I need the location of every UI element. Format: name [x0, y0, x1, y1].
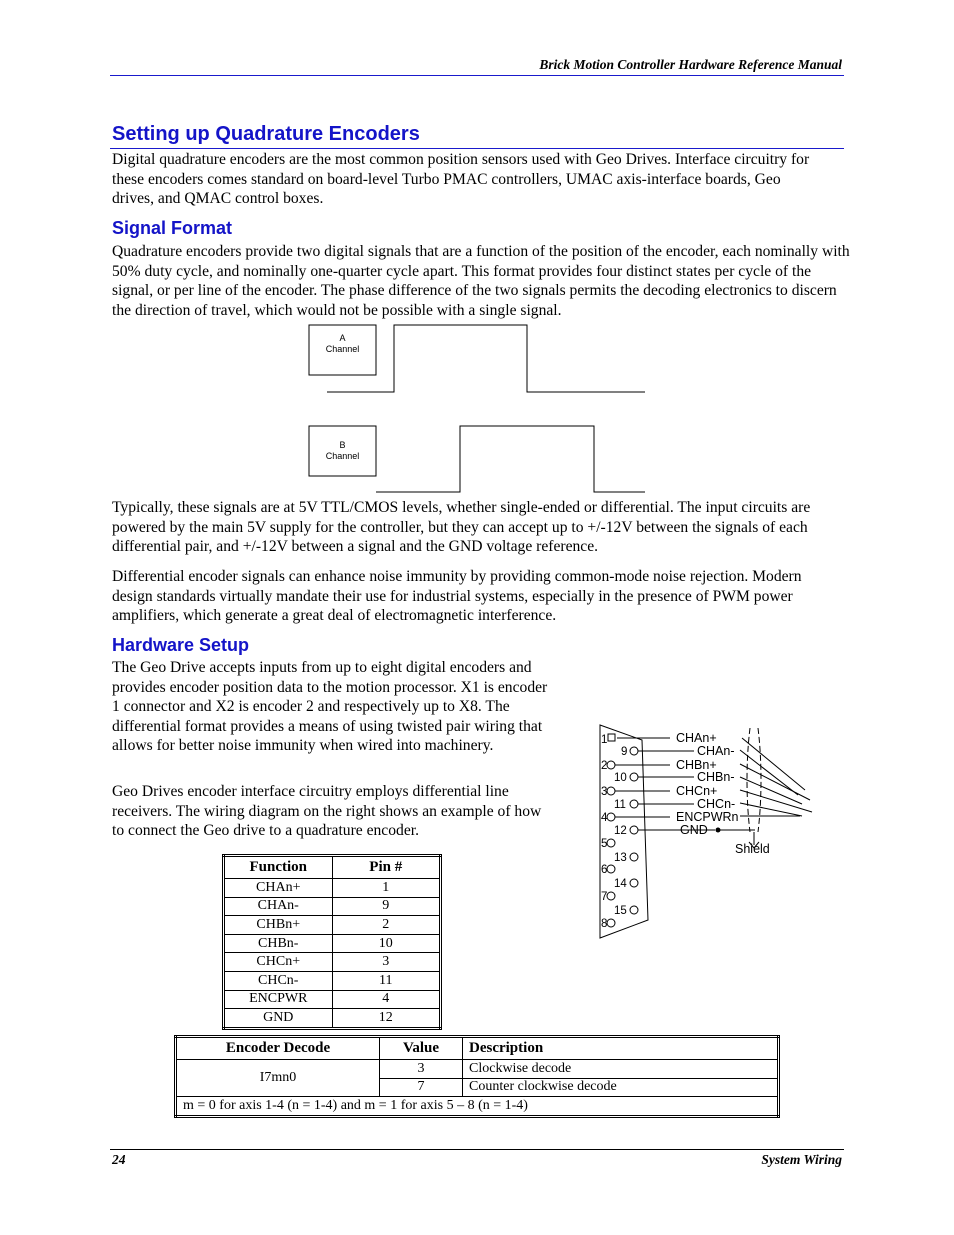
quadrature-waveform-diagram: [300, 318, 660, 498]
pin-1-square: [608, 734, 615, 741]
pin-9-circle: [630, 747, 638, 755]
section-title-rule: [110, 148, 844, 149]
value-cell: 7: [380, 1078, 463, 1097]
function-cell: CHBn+: [224, 916, 333, 935]
signal-encpwrn: ENCPWRn: [676, 810, 739, 824]
pin-cell: 3: [332, 953, 441, 972]
differential-paragraph: Differential encoder signals can enhance noise immunity by providing common-mode noise rejection. Modern design standards virtually mandate their use for industrial systems, especially in the presence of PWM power amplifiers, which generate a great deal of electromagnetic interference.: [112, 568, 802, 625]
function-cell: CHCn+: [224, 953, 333, 972]
intro-paragraph: Digital quadrature encoders are the most common position sensors used with Geo Drives. Interface circuitry for these encoders comes standard on board-level Turbo PMAC controllers, UMAC axis-interface boards, Geo drives, and QMAC control boxes.: [112, 151, 810, 208]
page-number: 24: [112, 1152, 126, 1167]
table-row: [224, 916, 441, 935]
connector-wiring-diagram: [590, 720, 820, 945]
signal-chcn-minus: CHCn-: [697, 797, 736, 811]
table-row: [224, 897, 441, 916]
table-row: [224, 971, 441, 990]
pin-8-label: 8: [601, 918, 608, 930]
table-row: [224, 990, 441, 1009]
pin-cell: 1: [332, 879, 441, 898]
a-channel-label-1: A: [339, 333, 346, 343]
function-cell: CHAn-: [224, 897, 333, 916]
pin-2-label: 2: [601, 760, 608, 772]
pin-7-label: 7: [601, 891, 608, 903]
pin-6-label: 6: [601, 864, 608, 876]
pin-5-circle: [607, 839, 615, 847]
pin-15-circle: [630, 906, 638, 914]
description-header: Description: [463, 1037, 779, 1060]
function-cell: ENCPWR: [224, 990, 333, 1009]
pin-cell: 12: [332, 1009, 441, 1029]
pin-8-circle: [607, 919, 615, 927]
pin-10-label: 10: [614, 772, 627, 784]
b-channel-label-2: Channel: [325, 451, 360, 461]
a-channel-label-2: Channel: [325, 344, 360, 354]
signal-gnd: GND: [680, 823, 708, 837]
signal-chbn-plus: CHBn+: [676, 758, 717, 772]
description-cell: Clockwise decode: [463, 1060, 779, 1079]
hardware-setup-paragraph-1: The Geo Drive accepts inputs from up to eight digital encoders and provides encoder position data to the motion processor. X1 is encoder 1 connector and X2 is encoder 2 and respectively up to X8. The differential format provides a means of using twisted pair wiring that allows for better noise immunity when wired into machinery.: [112, 659, 548, 755]
encoder-decode-header: Encoder Decode: [176, 1037, 380, 1060]
pin-10-circle: [630, 773, 638, 781]
b-channel-waveform: [376, 426, 645, 492]
table-row: [224, 953, 441, 972]
signal-format-heading: Signal Format: [112, 218, 233, 238]
decode-variable-cell: I7mn0: [176, 1060, 380, 1097]
signal-chcn-plus: CHCn+: [676, 784, 718, 798]
function-cell: GND: [224, 1009, 333, 1029]
table-row: [224, 1009, 441, 1029]
pin-7-circle: [607, 892, 615, 900]
pin-13-circle: [630, 853, 638, 861]
value-cell: 3: [380, 1060, 463, 1079]
pin-4-circle: [607, 813, 615, 821]
pin-4-label: 4: [601, 812, 608, 824]
pin-cell: 2: [332, 916, 441, 935]
footer-section-name: System Wiring: [761, 1152, 842, 1167]
pin-15-label: 15: [614, 905, 627, 917]
shield-label: Shield: [735, 842, 770, 856]
encoder-decode-table: [174, 1035, 780, 1118]
pin-assignment-table: [222, 854, 442, 1030]
hardware-setup-paragraph-2: Geo Drives encoder interface circuitry employs differential line receivers. The wiring diagram on the right shows an example of how to connect the Geo drive to a quadrature encoder.: [112, 783, 542, 840]
pin-cell: 4: [332, 990, 441, 1009]
pin-9-label: 9: [621, 746, 628, 758]
function-header: Function: [224, 856, 333, 879]
table-row: [176, 1060, 779, 1079]
hardware-setup-heading: Hardware Setup: [112, 635, 250, 655]
pin-14-circle: [630, 879, 638, 887]
footer-rule: [110, 1149, 844, 1150]
pin-14-label: 14: [614, 878, 627, 890]
decode-table-header-row: [176, 1037, 779, 1060]
function-cell: CHCn-: [224, 971, 333, 990]
signal-format-paragraph: Quadrature encoders provide two digital signals that are a function of the position of the encoder, each nominally with 50% duty cycle, and nominally one-quarter cycle apart. This format provides four distinct states per cycle of the signal, or per line of the encoder. The phase difference of the two signals permits the decoding electronics to discern the direction of travel, which would not be possible with a single signal.: [112, 243, 850, 319]
function-cell: CHBn-: [224, 934, 333, 953]
table-row: [224, 879, 441, 898]
connector-pins: [601, 734, 638, 930]
signal-chan-minus: CHAn-: [697, 744, 735, 758]
pin-6-circle: [607, 865, 615, 873]
pin-table-header-row: [224, 856, 441, 879]
pin-number-header: Pin #: [332, 856, 441, 879]
signal-chan-plus: CHAn+: [676, 731, 717, 745]
pin-1-label: 1: [601, 734, 608, 746]
description-cell: Counter clockwise decode: [463, 1078, 779, 1097]
pin-3-label: 3: [601, 786, 608, 798]
pin-cell: 11: [332, 971, 441, 990]
manual-title: Brick Motion Controller Hardware Reference Manual: [539, 57, 842, 72]
signal-levels-paragraph: Typically, these signals are at 5V TTL/CMOS levels, whether single-ended or differential. The input circuits are powered by the main 5V supply for the controller, but they can accept up to +/-12V between the signals of each differential pair, and +/-12V between a signal and the GND voltage reference.: [112, 499, 811, 556]
pin-13-label: 13: [614, 852, 627, 864]
pin-11-label: 11: [614, 799, 626, 811]
function-cell: CHAn+: [224, 879, 333, 898]
pin-12-circle: [630, 826, 638, 834]
pin-5-label: 5: [601, 838, 608, 850]
pin-12-label: 12: [614, 825, 627, 837]
pin-cell: 10: [332, 934, 441, 953]
header-rule: [110, 75, 844, 76]
pin-cell: 9: [332, 897, 441, 916]
signal-chbn-minus: CHBn-: [697, 770, 735, 784]
section-title: Setting up Quadrature Encoders: [112, 123, 420, 145]
value-header: Value: [380, 1037, 463, 1060]
pin-2-circle: [607, 761, 615, 769]
b-channel-label-1: B: [339, 440, 346, 450]
decode-footnote: m = 0 for axis 1-4 (n = 1-4) and m = 1 for axis 5 – 8 (n = 1-4): [176, 1097, 779, 1117]
table-footnote-row: [176, 1097, 779, 1117]
pin-3-circle: [607, 787, 615, 795]
pin-11-circle: [630, 800, 638, 808]
table-row: [224, 934, 441, 953]
